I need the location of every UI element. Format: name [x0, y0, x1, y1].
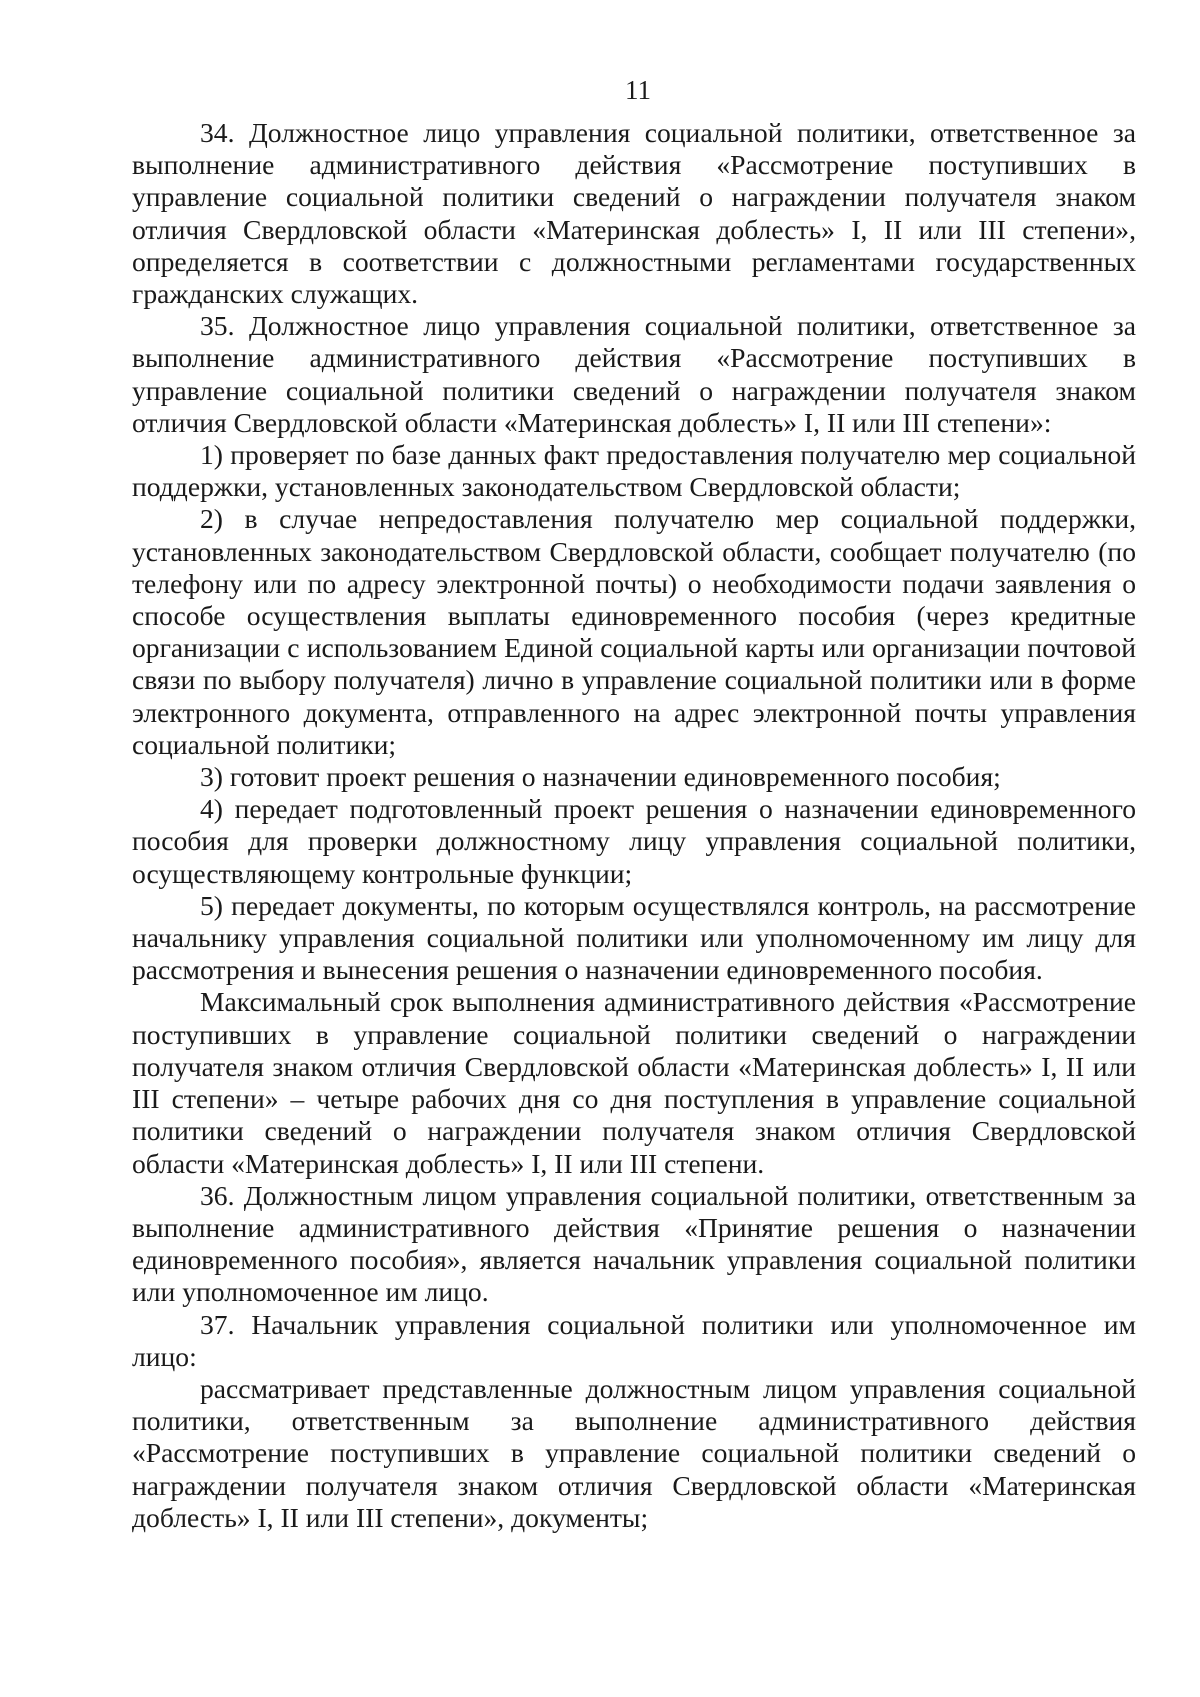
page-number: 11: [625, 75, 651, 105]
paragraph-35-item-1: 1) проверяет по базе данных факт предоставления получателю мер социальной поддержки, установленных законодательством Свердловской области;: [132, 439, 1136, 503]
paragraph-36: 36. Должностным лицом управления социальной политики, ответственным за выполнение административного действия «Принятие решения о назначении единовременного пособия», является начальник управления социальной политики или уполномоченное им лицо.: [132, 1179, 1136, 1308]
paragraph-max-term: Максимальный срок выполнения административного действия «Рассмотрение поступивших в управление социальной политики сведений о награждении получателя знаком отличия Свердловской области «Материнская доблесть» I, II или III степени» – четыре рабочих дня со дня поступления в управление социальной политики сведений о награждении получателя знаком отличия Свердловской области «Материнская доблесть» I, II или III степени.: [132, 986, 1136, 1179]
paragraph-35: 35. Должностное лицо управления социальной политики, ответственное за выполнение административного действия «Рассмотрение поступивших в управление социальной политики сведений о награждении получателя знаком отличия Свердловской области «Материнская доблесть» I, II или III степени»:: [132, 310, 1136, 438]
paragraph-37-review: рассматривает представленные должностным лицом управления социальной политики, ответственным за выполнение административного действия «Рассмотрение поступивших в управление социальной политики сведений о награждении получателя знаком отличия Свердловской области «Материнская доблесть» I, II или III степени», документы;: [132, 1372, 1136, 1533]
paragraph-35-item-5: 5) передает документы, по которым осуществлялся контроль, на рассмотрение начальнику управления социальной политики или уполномоченному им лицу для рассмотрения и вынесения решения о назначении единовременного пособия.: [132, 889, 1136, 986]
paragraph-35-item-2: 2) в случае непредоставления получателю мер социальной поддержки, установленных законодательством Свердловской области, сообщает получателю (по телефону или по адресу электронной почты) о необходимости подачи заявления о способе осуществления выплаты единовременного пособия (через кредитные организации с использованием Единой социальной карты или организации почтовой связи по выбору получателя) лично в управление социальной политики или в форме электронного документа, отправленного на адрес электронной почты управления социальной политики;: [132, 503, 1136, 760]
paragraph-34: 34. Должностное лицо управления социальной политики, ответственное за выполнение административного действия «Рассмотрение поступивших в управление социальной политики сведений о награждении получателя знаком отличия Свердловской области «Материнская доблесть» I, II или III степени», определяется в соответствии с должностными регламентами государственных гражданских служащих.: [132, 117, 1136, 310]
paragraph-35-item-4: 4) передает подготовленный проект решения о назначении единовременного пособия для проверки должностному лицу управления социальной политики, осуществляющему контрольные функции;: [132, 793, 1136, 889]
paragraph-37: 37. Начальник управления социальной политики или уполномоченное им лицо:: [132, 1308, 1136, 1372]
paragraph-35-item-3: 3) готовит проект решения о назначении единовременного пособия;: [200, 761, 1001, 793]
document-body: [132, 117, 1136, 1534]
